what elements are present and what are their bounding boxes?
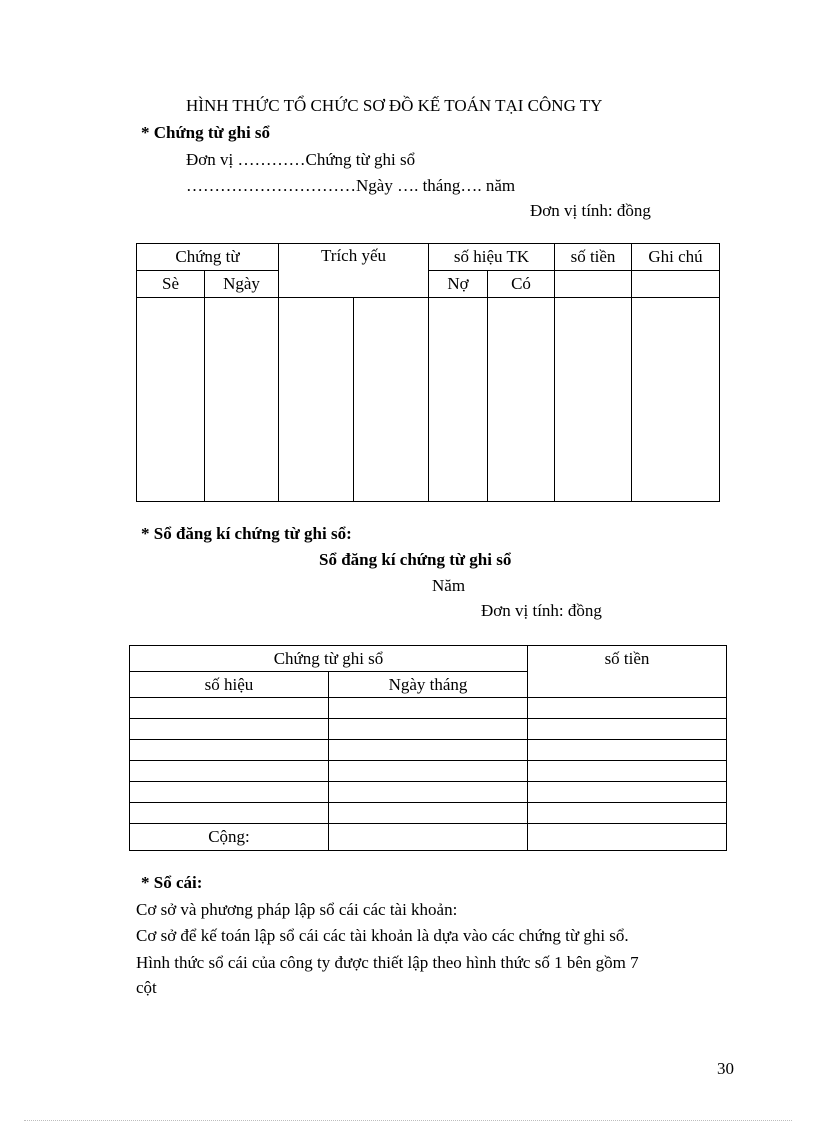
table-row	[130, 782, 727, 803]
table-row	[130, 719, 727, 740]
table-row	[130, 803, 727, 824]
total-label: Cộng:	[130, 824, 329, 851]
section-heading-so-cai: * Sổ cái:	[141, 873, 203, 892]
paragraph-1: Cơ sở và phương pháp lập sổ cái các tài khoản:	[136, 900, 458, 919]
chung-tu-ghi-so-table	[136, 243, 720, 502]
header-ngay: Ngày	[205, 271, 279, 298]
header-chung-tu-ghi-so: Chứng từ ghi sổ	[130, 646, 528, 672]
paragraph-2: Cơ sở để kế toán lập sổ cái các tài khoản là dựa vào các chứng từ ghi sổ.	[136, 926, 629, 945]
table-row	[137, 298, 720, 502]
header-so-hieu-tk: số hiệu TK	[429, 244, 555, 271]
section-heading-so-dang-ki: * Sổ đăng kí chứng từ ghi sổ:	[141, 524, 352, 543]
header-co: Có	[488, 271, 555, 298]
header-no: Nợ	[429, 271, 488, 298]
so-dang-ki-title: Sổ đăng kí chứng từ ghi sổ	[319, 550, 512, 569]
page-bottom-divider	[24, 1120, 792, 1121]
so-dang-ki-table	[129, 645, 727, 851]
header-blank-ghi-chu	[632, 271, 720, 298]
date-line: …………………………Ngày …. tháng…. năm	[186, 176, 516, 195]
unit-label-1: Đơn vị tính: đồng	[530, 201, 651, 220]
header-ngay-thang: Ngày tháng	[329, 672, 528, 698]
paragraph-3-line-2: cột	[136, 978, 157, 997]
header-so-tien: số tiền	[555, 244, 632, 271]
page-number: 30	[717, 1059, 734, 1078]
don-vi-line: Đơn vị …………Chứng từ ghi sổ	[186, 150, 416, 169]
header-ghi-chu: Ghi chú	[632, 244, 720, 271]
table-row	[130, 740, 727, 761]
header-so-hieu: số hiệu	[130, 672, 329, 698]
header-so: Sè	[137, 271, 205, 298]
header-chung-tu: Chứng từ	[137, 244, 279, 271]
header-trich-yeu: Trích yếu	[279, 244, 429, 298]
table-row	[130, 761, 727, 782]
header-blank-so-tien	[555, 271, 632, 298]
section-heading-chung-tu-ghi-so: * Chứng từ ghi sổ	[141, 123, 271, 142]
table-row	[130, 698, 727, 719]
year-label: Năm	[432, 576, 466, 595]
header-so-tien-2: số tiền	[528, 646, 727, 698]
total-row	[130, 824, 727, 851]
paragraph-3-line-1: Hình thức sổ cái của công ty được thiết lập theo hình thức số 1 bên gồm 7	[136, 953, 639, 972]
unit-label-2: Đơn vị tính: đồng	[481, 601, 602, 620]
page-title: HÌNH THỨC TỔ CHỨC SƠ ĐỒ KẾ TOÁN TẠI CÔNG TY	[186, 96, 603, 115]
